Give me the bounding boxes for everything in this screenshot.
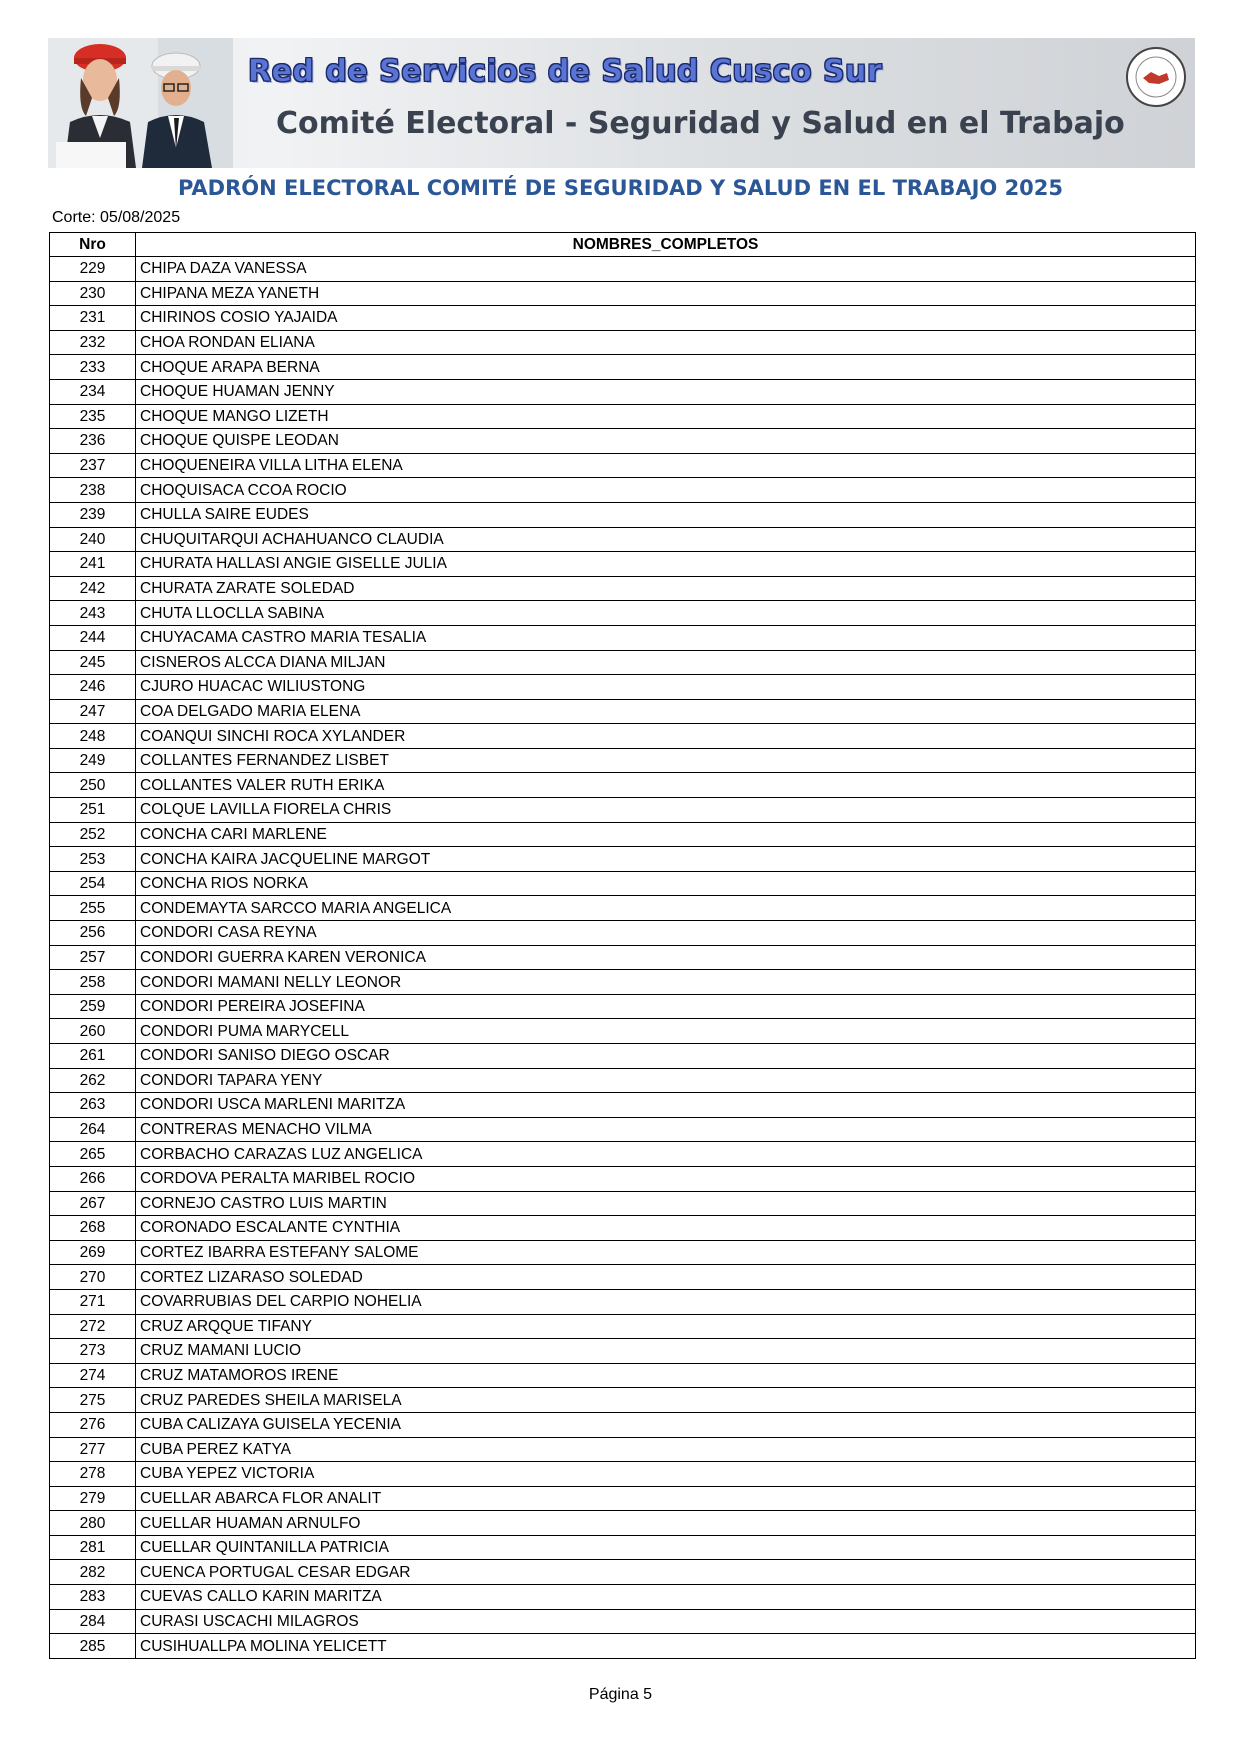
row-full-name: CHOQUE HUAMAN JENNY (136, 379, 1196, 404)
row-number: 256 (50, 921, 136, 946)
row-full-name: CHOQUE MANGO LIZETH (136, 404, 1196, 429)
row-number: 233 (50, 355, 136, 380)
table-row (50, 404, 1196, 429)
table-row (50, 1388, 1196, 1413)
row-number: 248 (50, 724, 136, 749)
row-number: 272 (50, 1314, 136, 1339)
table-row (50, 945, 1196, 970)
row-full-name: CHOQUE ARAPA BERNA (136, 355, 1196, 380)
row-number: 274 (50, 1363, 136, 1388)
table-row (50, 1314, 1196, 1339)
row-number: 252 (50, 822, 136, 847)
row-number: 275 (50, 1388, 136, 1413)
row-full-name: CONDORI PUMA MARYCELL (136, 1019, 1196, 1044)
row-full-name: CHIRINOS COSIO YAJAIDA (136, 306, 1196, 331)
row-full-name: CORTEZ LIZARASO SOLEDAD (136, 1265, 1196, 1290)
row-number: 255 (50, 896, 136, 921)
row-number: 279 (50, 1486, 136, 1511)
table-row (50, 1068, 1196, 1093)
table-row (50, 1240, 1196, 1265)
row-full-name: CISNEROS ALCCA DIANA MILJAN (136, 650, 1196, 675)
row-number: 237 (50, 453, 136, 478)
table-row (50, 355, 1196, 380)
row-number: 266 (50, 1166, 136, 1191)
table-row (50, 330, 1196, 355)
table-row (50, 871, 1196, 896)
row-full-name: CRUZ ARQQUE TIFANY (136, 1314, 1196, 1339)
row-full-name: CHUTA LLOCLLA SABINA (136, 601, 1196, 626)
table-row (50, 994, 1196, 1019)
row-full-name: CORDOVA PERALTA MARIBEL ROCIO (136, 1166, 1196, 1191)
row-number: 269 (50, 1240, 136, 1265)
table-row (50, 748, 1196, 773)
row-full-name: CJURO HUACAC WILIUSTONG (136, 675, 1196, 700)
row-full-name: CHUYACAMA CASTRO MARIA TESALIA (136, 625, 1196, 650)
row-full-name: CONDORI PEREIRA JOSEFINA (136, 994, 1196, 1019)
row-full-name: CHOQUE QUISPE LEODAN (136, 429, 1196, 454)
table-row (50, 650, 1196, 675)
row-full-name: CHURATA HALLASI ANGIE GISELLE JULIA (136, 552, 1196, 577)
row-number: 234 (50, 379, 136, 404)
row-full-name: CONCHA CARI MARLENE (136, 822, 1196, 847)
table-header-row (50, 233, 1196, 257)
table-row (50, 453, 1196, 478)
row-number: 284 (50, 1609, 136, 1634)
row-full-name: CHIPA DAZA VANESSA (136, 257, 1196, 282)
row-number: 267 (50, 1191, 136, 1216)
row-full-name: CHIPANA MEZA YANETH (136, 281, 1196, 306)
row-number: 257 (50, 945, 136, 970)
people-image (48, 38, 233, 168)
table-row (50, 798, 1196, 823)
table-row (50, 478, 1196, 503)
institution-seal-icon (1125, 46, 1187, 108)
row-number: 283 (50, 1585, 136, 1610)
table-row (50, 724, 1196, 749)
row-number: 231 (50, 306, 136, 331)
row-full-name: CHOQUENEIRA VILLA LITHA ELENA (136, 453, 1196, 478)
document-title: PADRÓN ELECTORAL COMITÉ DE SEGURIDAD Y SALUD EN EL TRABAJO 2025 (177, 176, 1064, 200)
row-full-name: COVARRUBIAS DEL CARPIO NOHELIA (136, 1289, 1196, 1314)
row-number: 247 (50, 699, 136, 724)
table-row (50, 429, 1196, 454)
row-full-name: CORBACHO CARAZAS LUZ ANGELICA (136, 1142, 1196, 1167)
row-number: 258 (50, 970, 136, 995)
table-row (50, 970, 1196, 995)
table-row (50, 1265, 1196, 1290)
row-full-name: CUELLAR QUINTANILLA PATRICIA (136, 1535, 1196, 1560)
row-full-name: CONTRERAS MENACHO VILMA (136, 1117, 1196, 1142)
row-number: 271 (50, 1289, 136, 1314)
table-row (50, 1363, 1196, 1388)
table-row (50, 502, 1196, 527)
row-number: 281 (50, 1535, 136, 1560)
table-row (50, 699, 1196, 724)
row-number: 280 (50, 1511, 136, 1536)
row-full-name: CUBA PEREZ KATYA (136, 1437, 1196, 1462)
column-header-nombres: NOMBRES_COMPLETOS (136, 233, 1196, 257)
voter-roll-table (49, 232, 1196, 1659)
row-full-name: COANQUI SINCHI ROCA XYLANDER (136, 724, 1196, 749)
table-row (50, 822, 1196, 847)
row-full-name: CONDORI TAPARA YENY (136, 1068, 1196, 1093)
row-number: 268 (50, 1216, 136, 1241)
table-row (50, 1511, 1196, 1536)
table-row (50, 896, 1196, 921)
row-full-name: CONDEMAYTA SARCCO MARIA ANGELICA (136, 896, 1196, 921)
row-number: 229 (50, 257, 136, 282)
row-number: 254 (50, 871, 136, 896)
row-full-name: CUEVAS CALLO KARIN MARITZA (136, 1585, 1196, 1610)
row-number: 276 (50, 1412, 136, 1437)
table-row (50, 552, 1196, 577)
row-number: 265 (50, 1142, 136, 1167)
row-number: 250 (50, 773, 136, 798)
row-number: 285 (50, 1634, 136, 1659)
table-row (50, 1191, 1196, 1216)
row-full-name: COLLANTES FERNANDEZ LISBET (136, 748, 1196, 773)
row-full-name: CRUZ MAMANI LUCIO (136, 1339, 1196, 1364)
table-row (50, 1486, 1196, 1511)
table-row (50, 257, 1196, 282)
row-number: 246 (50, 675, 136, 700)
table-row (50, 1093, 1196, 1118)
table-row (50, 1019, 1196, 1044)
header-banner (48, 38, 1195, 168)
row-full-name: CUBA CALIZAYA GUISELA YECENIA (136, 1412, 1196, 1437)
row-full-name: CONDORI SANISO DIEGO OSCAR (136, 1044, 1196, 1069)
table-row (50, 1044, 1196, 1069)
row-number: 261 (50, 1044, 136, 1069)
row-number: 263 (50, 1093, 136, 1118)
row-full-name: CUSIHUALLPA MOLINA YELICETT (136, 1634, 1196, 1659)
row-number: 251 (50, 798, 136, 823)
row-number: 260 (50, 1019, 136, 1044)
row-number: 277 (50, 1437, 136, 1462)
row-full-name: CONDORI CASA REYNA (136, 921, 1196, 946)
row-full-name: CORTEZ IBARRA ESTEFANY SALOME (136, 1240, 1196, 1265)
row-number: 264 (50, 1117, 136, 1142)
row-number: 235 (50, 404, 136, 429)
row-number: 242 (50, 576, 136, 601)
row-full-name: COLQUE LAVILLA FIORELA CHRIS (136, 798, 1196, 823)
cutoff-date: Corte: 05/08/2025 (52, 209, 181, 226)
row-number: 238 (50, 478, 136, 503)
table-row (50, 1560, 1196, 1585)
table-row (50, 675, 1196, 700)
table-row (50, 1142, 1196, 1167)
row-number: 243 (50, 601, 136, 626)
table-row (50, 1216, 1196, 1241)
table-row (50, 1117, 1196, 1142)
table-row (50, 773, 1196, 798)
row-number: 270 (50, 1265, 136, 1290)
row-number: 278 (50, 1462, 136, 1487)
banner-title: Red de Servicios de Salud Cusco Sur (248, 54, 883, 89)
table-row (50, 921, 1196, 946)
row-number: 273 (50, 1339, 136, 1364)
table-row (50, 306, 1196, 331)
row-full-name: CRUZ MATAMOROS IRENE (136, 1363, 1196, 1388)
row-full-name: CURASI USCACHI MILAGROS (136, 1609, 1196, 1634)
row-number: 262 (50, 1068, 136, 1093)
row-number: 240 (50, 527, 136, 552)
row-full-name: CHOA RONDAN ELIANA (136, 330, 1196, 355)
table-row (50, 1535, 1196, 1560)
row-full-name: CORONADO ESCALANTE CYNTHIA (136, 1216, 1196, 1241)
row-number: 282 (50, 1560, 136, 1585)
table-row (50, 1585, 1196, 1610)
table-row (50, 1462, 1196, 1487)
table-row (50, 601, 1196, 626)
row-number: 259 (50, 994, 136, 1019)
row-number: 253 (50, 847, 136, 872)
row-full-name: COA DELGADO MARIA ELENA (136, 699, 1196, 724)
table-row (50, 1634, 1196, 1659)
row-full-name: CHURATA ZARATE SOLEDAD (136, 576, 1196, 601)
table-row (50, 1166, 1196, 1191)
page-number: Página 5 (588, 1686, 653, 1703)
table-row (50, 281, 1196, 306)
row-full-name: CONDORI MAMANI NELLY LEONOR (136, 970, 1196, 995)
row-full-name: CONDORI GUERRA KAREN VERONICA (136, 945, 1196, 970)
table-row (50, 625, 1196, 650)
row-full-name: CUBA YEPEZ VICTORIA (136, 1462, 1196, 1487)
table-row (50, 527, 1196, 552)
table-row (50, 1412, 1196, 1437)
row-full-name: CONCHA RIOS NORKA (136, 871, 1196, 896)
table-row (50, 1609, 1196, 1634)
table-row (50, 576, 1196, 601)
row-full-name: CUELLAR HUAMAN ARNULFO (136, 1511, 1196, 1536)
row-number: 241 (50, 552, 136, 577)
banner-subtitle: Comité Electoral - Seguridad y Salud en el Trabajo (276, 106, 1125, 141)
row-full-name: CHOQUISACA CCOA ROCIO (136, 478, 1196, 503)
table-row (50, 1437, 1196, 1462)
row-number: 245 (50, 650, 136, 675)
table-row (50, 379, 1196, 404)
row-full-name: CHUQUITARQUI ACHAHUANCO CLAUDIA (136, 527, 1196, 552)
row-full-name: COLLANTES VALER RUTH ERIKA (136, 773, 1196, 798)
row-full-name: CONCHA KAIRA JACQUELINE MARGOT (136, 847, 1196, 872)
row-full-name: CRUZ PAREDES SHEILA MARISELA (136, 1388, 1196, 1413)
table-row (50, 1339, 1196, 1364)
row-full-name: CUENCA PORTUGAL CESAR EDGAR (136, 1560, 1196, 1585)
row-number: 244 (50, 625, 136, 650)
row-number: 230 (50, 281, 136, 306)
table-row (50, 1289, 1196, 1314)
row-number: 236 (50, 429, 136, 454)
table-row (50, 847, 1196, 872)
table-body (50, 257, 1196, 1659)
row-full-name: CORNEJO CASTRO LUIS MARTIN (136, 1191, 1196, 1216)
row-full-name: CUELLAR ABARCA FLOR ANALIT (136, 1486, 1196, 1511)
column-header-nro: Nro (50, 233, 136, 257)
row-number: 249 (50, 748, 136, 773)
row-number: 239 (50, 502, 136, 527)
row-full-name: CONDORI USCA MARLENI MARITZA (136, 1093, 1196, 1118)
row-number: 232 (50, 330, 136, 355)
row-full-name: CHULLA SAIRE EUDES (136, 502, 1196, 527)
